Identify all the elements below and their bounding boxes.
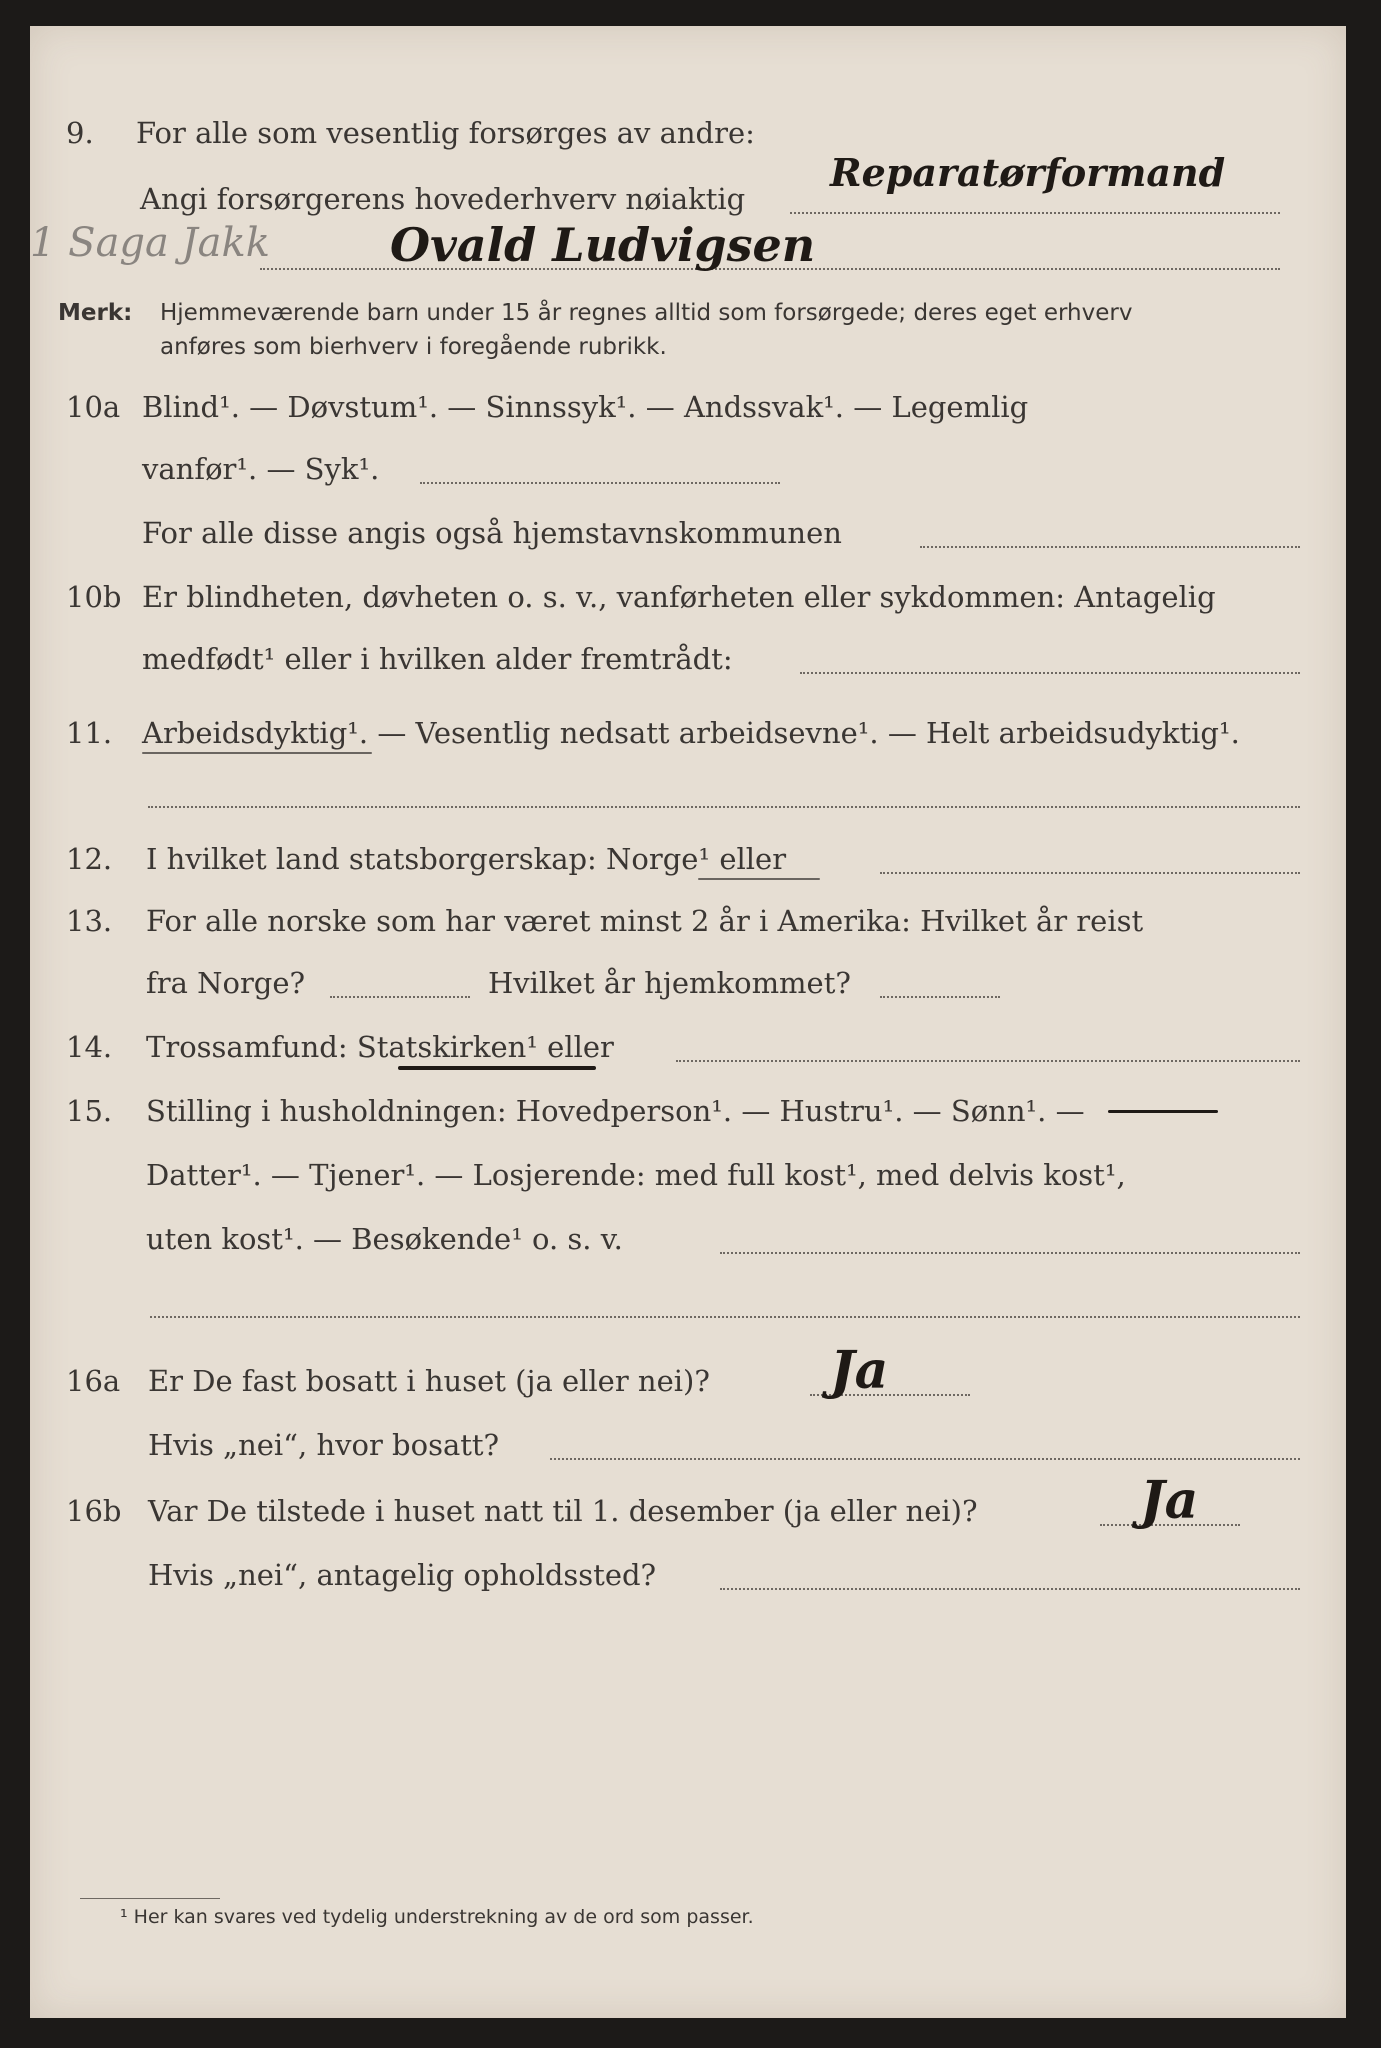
question-10b (30, 564, 1346, 624)
question-text: Angi forsørgerens hovederhverv nøiaktig (140, 182, 746, 216)
question-text: Hvilket år hjemkommet? (488, 966, 851, 1000)
question-number: 10b (66, 580, 122, 614)
answer-line (720, 1252, 1300, 1254)
question-text: Arbeidsdyktig¹. — Vesentlig nedsatt arbeidsevne¹. — Helt arbeidsudyktig¹. (142, 716, 1240, 750)
question-number: 11. (66, 716, 113, 750)
question-text: vanfør¹. — Syk¹. (142, 452, 380, 486)
question-text: medfødt¹ eller i hvilken alder fremtrådt: (142, 642, 733, 676)
footnote-rule (80, 1898, 220, 1899)
question-number: 10a (66, 390, 121, 424)
question-9-name (30, 218, 1346, 282)
answer-line (920, 546, 1300, 548)
answer-line (880, 996, 1000, 998)
question-11 (30, 700, 1346, 760)
question-16b (30, 1470, 1346, 1538)
handwritten-answer: Ja (1140, 1470, 1199, 1531)
question-13 (30, 888, 1346, 948)
question-15-line2 (30, 1142, 1346, 1202)
answer-line (148, 806, 1300, 808)
question-12 (30, 826, 1346, 886)
question-text: Stilling i husholdningen: Hovedperson¹. — Hustru¹. — Sønn¹. — (146, 1094, 1085, 1128)
answer-line (720, 1588, 1300, 1590)
answer-line (150, 1316, 1300, 1318)
question-10a-line3 (30, 500, 1346, 560)
question-text: For alle disse angis også hjemstavnskommunen (142, 516, 842, 550)
census-form-page (30, 26, 1346, 2018)
answer-line (880, 872, 1300, 874)
question-text: Trossamfund: Statskirken¹ eller (146, 1030, 614, 1064)
question-number: 12. (66, 842, 113, 876)
underline-mark (398, 1066, 596, 1070)
question-number: 13. (66, 904, 113, 938)
question-text: For alle som vesentlig forsørges av andre: (136, 116, 755, 150)
question-text: Datter¹. — Tjener¹. — Losjerende: med full kost¹, med delvis kost¹, (146, 1158, 1126, 1192)
question-text: Er blindheten, døvheten o. s. v., vanførheten eller sykdommen: Antagelig (142, 580, 1216, 614)
handwritten-name: Ovald Ludvigsen (390, 218, 816, 272)
question-11-answer (30, 760, 1346, 820)
note-text: anføres som bierhverv i foregående rubrikk. (160, 334, 667, 360)
question-text: Var De tilstede i huset natt til 1. desember (ja eller nei)? (148, 1494, 978, 1528)
question-16a-line2 (30, 1412, 1346, 1472)
question-text: Blind¹. — Døvstum¹. — Sinnssyk¹. — Andssvak¹. — Legemlig (142, 390, 1029, 424)
answer-line (330, 996, 470, 998)
question-text: Er De fast bosatt i huset (ja eller nei)? (148, 1364, 710, 1398)
question-number: 14. (66, 1030, 113, 1064)
question-number: 15. (66, 1094, 113, 1128)
question-number: 16a (66, 1364, 121, 1398)
note-label: Merk: (58, 300, 133, 326)
question-text: I hvilket land statsborgerskap: Norge¹ eller (146, 842, 787, 876)
question-text: fra Norge? (146, 966, 306, 1000)
question-13-line2 (30, 950, 1346, 1010)
question-15-answer (30, 1270, 1346, 1330)
underline-mark (142, 752, 372, 754)
underline-mark (698, 878, 820, 880)
question-number: 16b (66, 1494, 122, 1528)
question-16b-line2 (30, 1542, 1346, 1602)
question-text: For alle norske som har været minst 2 år i Amerika: Hvilket år reist (146, 904, 1144, 938)
handwritten-answer: Ja (830, 1340, 889, 1401)
question-9-provider (30, 150, 1346, 226)
question-15-line3 (30, 1206, 1346, 1266)
note-merk-cont (30, 322, 1346, 382)
strike-mark (1108, 1110, 1218, 1113)
question-16a (30, 1340, 1346, 1408)
note-text: Hjemmeværende barn under 15 år regnes alltid som forsørgede; deres eget erhverv (160, 300, 1133, 326)
question-15 (30, 1078, 1346, 1138)
answer-line (550, 1458, 1300, 1460)
question-10b-line2 (30, 626, 1346, 686)
handwritten-answer: Reparatørformand (830, 150, 1226, 195)
question-text: Hvis „nei“, hvor bosatt? (148, 1428, 500, 1462)
question-10a-line2 (30, 436, 1346, 496)
question-text: uten kost¹. — Besøkende¹ o. s. v. (146, 1222, 623, 1256)
answer-line (420, 482, 780, 484)
answer-line (800, 672, 1300, 674)
answer-line (676, 1060, 1300, 1062)
pencil-note: 1 Saga Jakk (30, 220, 270, 266)
answer-line (790, 212, 1280, 214)
footnote: ¹ Her kan svares ved tydelig understrekning av de ord som passer. (120, 1906, 754, 1928)
question-14 (30, 1014, 1346, 1074)
question-10a (30, 374, 1346, 434)
question-text: Hvis „nei“, antagelig opholdssted? (148, 1558, 657, 1592)
question-number: 9. (66, 116, 94, 150)
